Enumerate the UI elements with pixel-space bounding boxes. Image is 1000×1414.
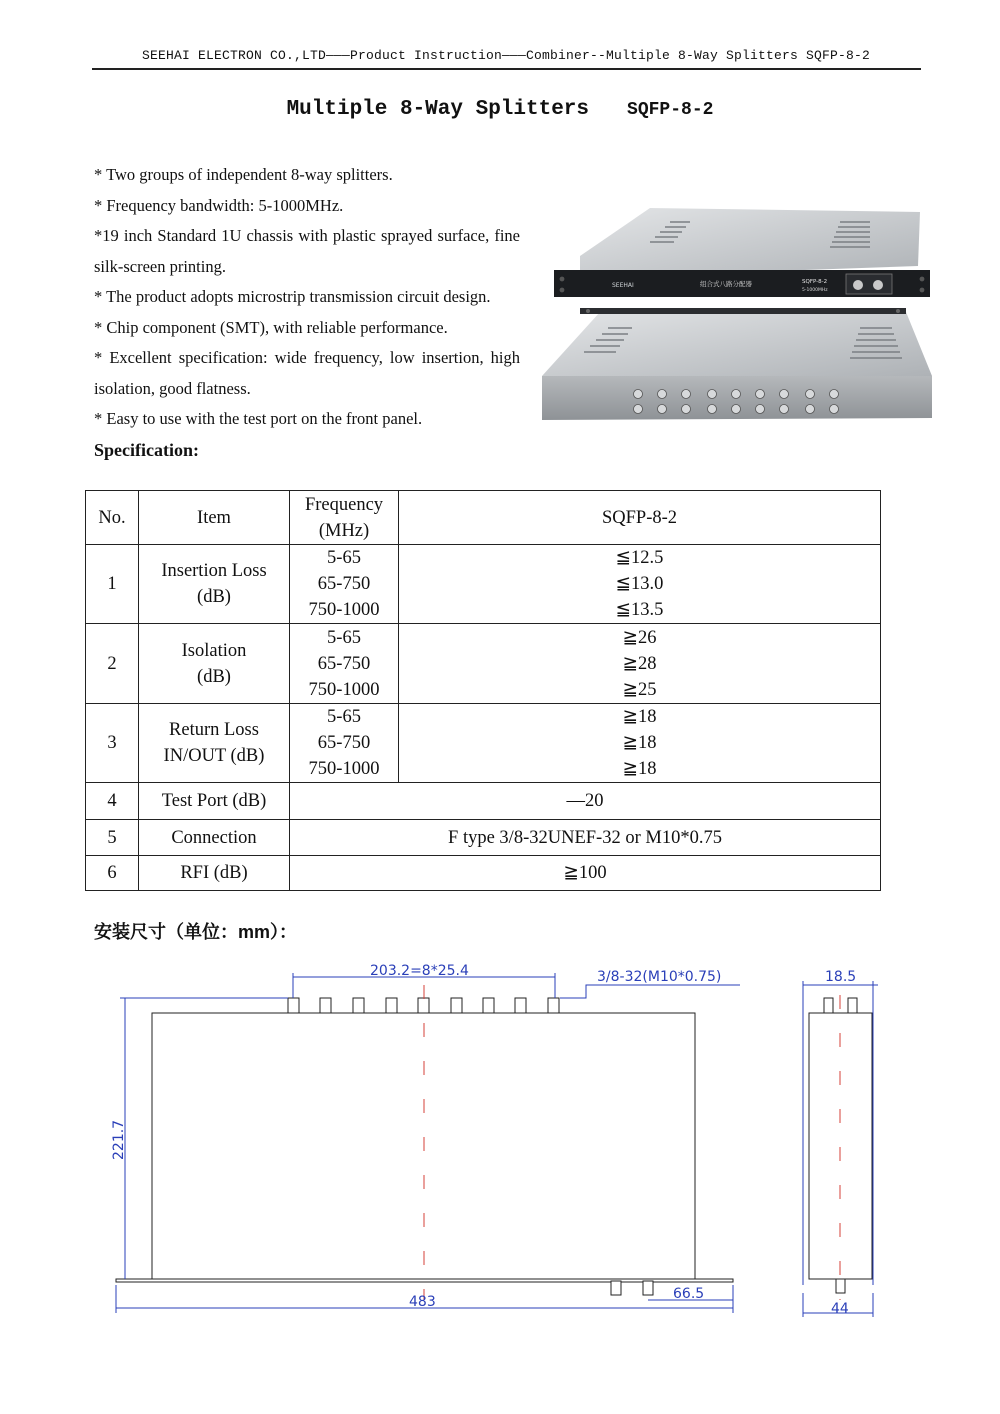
dimensions-heading: 安装尺寸（单位：mm）：	[94, 922, 298, 942]
depth-label: 221.7	[111, 1119, 127, 1160]
rear-offset-label: 66.5	[673, 1286, 705, 1302]
freq-band: 65-750	[317, 653, 371, 674]
row-item: Isolation (dB)	[139, 624, 290, 704]
header-item: Item	[139, 491, 290, 545]
row-item: Insertion Loss (dB)	[139, 545, 290, 624]
table-row	[86, 624, 881, 704]
row-values	[399, 704, 881, 783]
page-header: SEEHAI ELECTRON CO.,LTD———Product Instruction———Combiner--Multiple 8-Way Splitters SQFP-8-2	[141, 48, 871, 63]
table-header-row	[86, 491, 881, 545]
row-value: F type 3/8-32UNEF-32 or M10*0.75	[290, 820, 881, 856]
row-item: Return Loss IN/OUT (dB)	[139, 704, 290, 783]
feature-item: * Two groups of independent 8-way splitters.	[94, 165, 393, 184]
row-item: Connection	[139, 820, 290, 856]
connector-thread-label: 3/8-32(M10*0.75)	[597, 969, 722, 985]
front-test-ports	[611, 1281, 653, 1295]
lower-unit	[542, 308, 932, 420]
spec-value: ≧26	[622, 627, 657, 648]
freq-band: 5-65	[327, 548, 361, 568]
front-panel-outline	[116, 1279, 733, 1282]
header-no: No.	[86, 491, 139, 545]
height-label: 44	[831, 1301, 849, 1317]
title-model: SQFP-8-2	[627, 100, 714, 120]
side-spacing-label: 18.5	[825, 969, 857, 985]
header-model: SQFP-8-2	[399, 491, 881, 545]
row-no: 5	[86, 820, 139, 856]
spec-value: ≦13.5	[615, 600, 664, 620]
rear-connectors	[288, 998, 559, 1013]
row-freq	[290, 624, 399, 704]
panel-model: SQFP-8-2	[802, 279, 828, 285]
row-value: ≧100	[290, 856, 881, 891]
row-value: —20	[290, 783, 881, 820]
freq-band: 5-65	[327, 627, 361, 648]
spec-table	[85, 490, 881, 891]
feature-item: *19 inch Standard 1U chassis with plastic sprayed surface, fine silk-screen printing.	[94, 226, 520, 276]
row-item: RFI (dB)	[139, 856, 290, 891]
row-values	[399, 624, 881, 704]
freq-band: 65-750	[317, 574, 371, 594]
page-title	[0, 98, 1000, 121]
freq-band: 750-1000	[308, 679, 380, 700]
table-row	[86, 856, 881, 891]
freq-band: 65-750	[317, 733, 371, 753]
feature-list	[94, 160, 520, 435]
row-no: 1	[86, 545, 139, 624]
connector-spacing-label: 203.2=8*25.4	[370, 963, 469, 979]
width-label: 483	[409, 1294, 436, 1310]
table-row	[86, 783, 881, 820]
spec-value: ≧18	[622, 733, 657, 753]
panel-name: 组合式八路分配器	[700, 280, 752, 288]
feature-item: * Chip component (SMT), with reliable performance.	[94, 317, 448, 337]
spec-value: ≧25	[622, 679, 657, 700]
row-no: 4	[86, 783, 139, 820]
spec-value: ≦12.5	[615, 548, 664, 568]
feature-item: * Excellent specification: wide frequency, low insertion, high isolation, good flatness.	[94, 348, 520, 398]
row-no: 2	[86, 624, 139, 704]
spec-heading: Specification:	[94, 440, 199, 460]
header-rule	[92, 68, 921, 70]
title-main: Multiple 8-Way Splitters	[286, 98, 590, 121]
row-item: Test Port (dB)	[139, 783, 290, 820]
side-view	[809, 995, 872, 1300]
upper-unit	[554, 208, 930, 297]
freq-band: 750-1000	[308, 600, 380, 620]
table-row	[86, 545, 881, 624]
row-freq	[290, 704, 399, 783]
freq-band: 5-65	[327, 707, 361, 727]
row-freq	[290, 545, 399, 624]
dimension-lines	[116, 973, 878, 1317]
row-values	[399, 545, 881, 624]
row-no: 6	[86, 856, 139, 891]
feature-item: * Easy to use with the test port on the front panel.	[94, 409, 423, 428]
feature-item: * Frequency bandwidth: 5-1000MHz.	[94, 195, 344, 215]
dimension-drawing	[100, 955, 900, 1335]
table-row	[86, 820, 881, 856]
freq-band: 750-1000	[308, 759, 380, 779]
spec-value: ≦13.0	[615, 574, 664, 594]
spec-value: ≧18	[622, 707, 657, 727]
spec-value: ≧28	[622, 653, 657, 674]
table-row	[86, 704, 881, 783]
header-freq: Frequency (MHz)	[290, 491, 399, 545]
spec-value: ≧18	[622, 759, 657, 779]
panel-band: 5-1000MHz	[802, 288, 828, 293]
feature-item: * The product adopts microstrip transmission circuit design.	[94, 287, 491, 306]
panel-logo: SEEHAI	[612, 282, 634, 289]
row-no: 3	[86, 704, 139, 783]
product-photo	[540, 208, 940, 423]
